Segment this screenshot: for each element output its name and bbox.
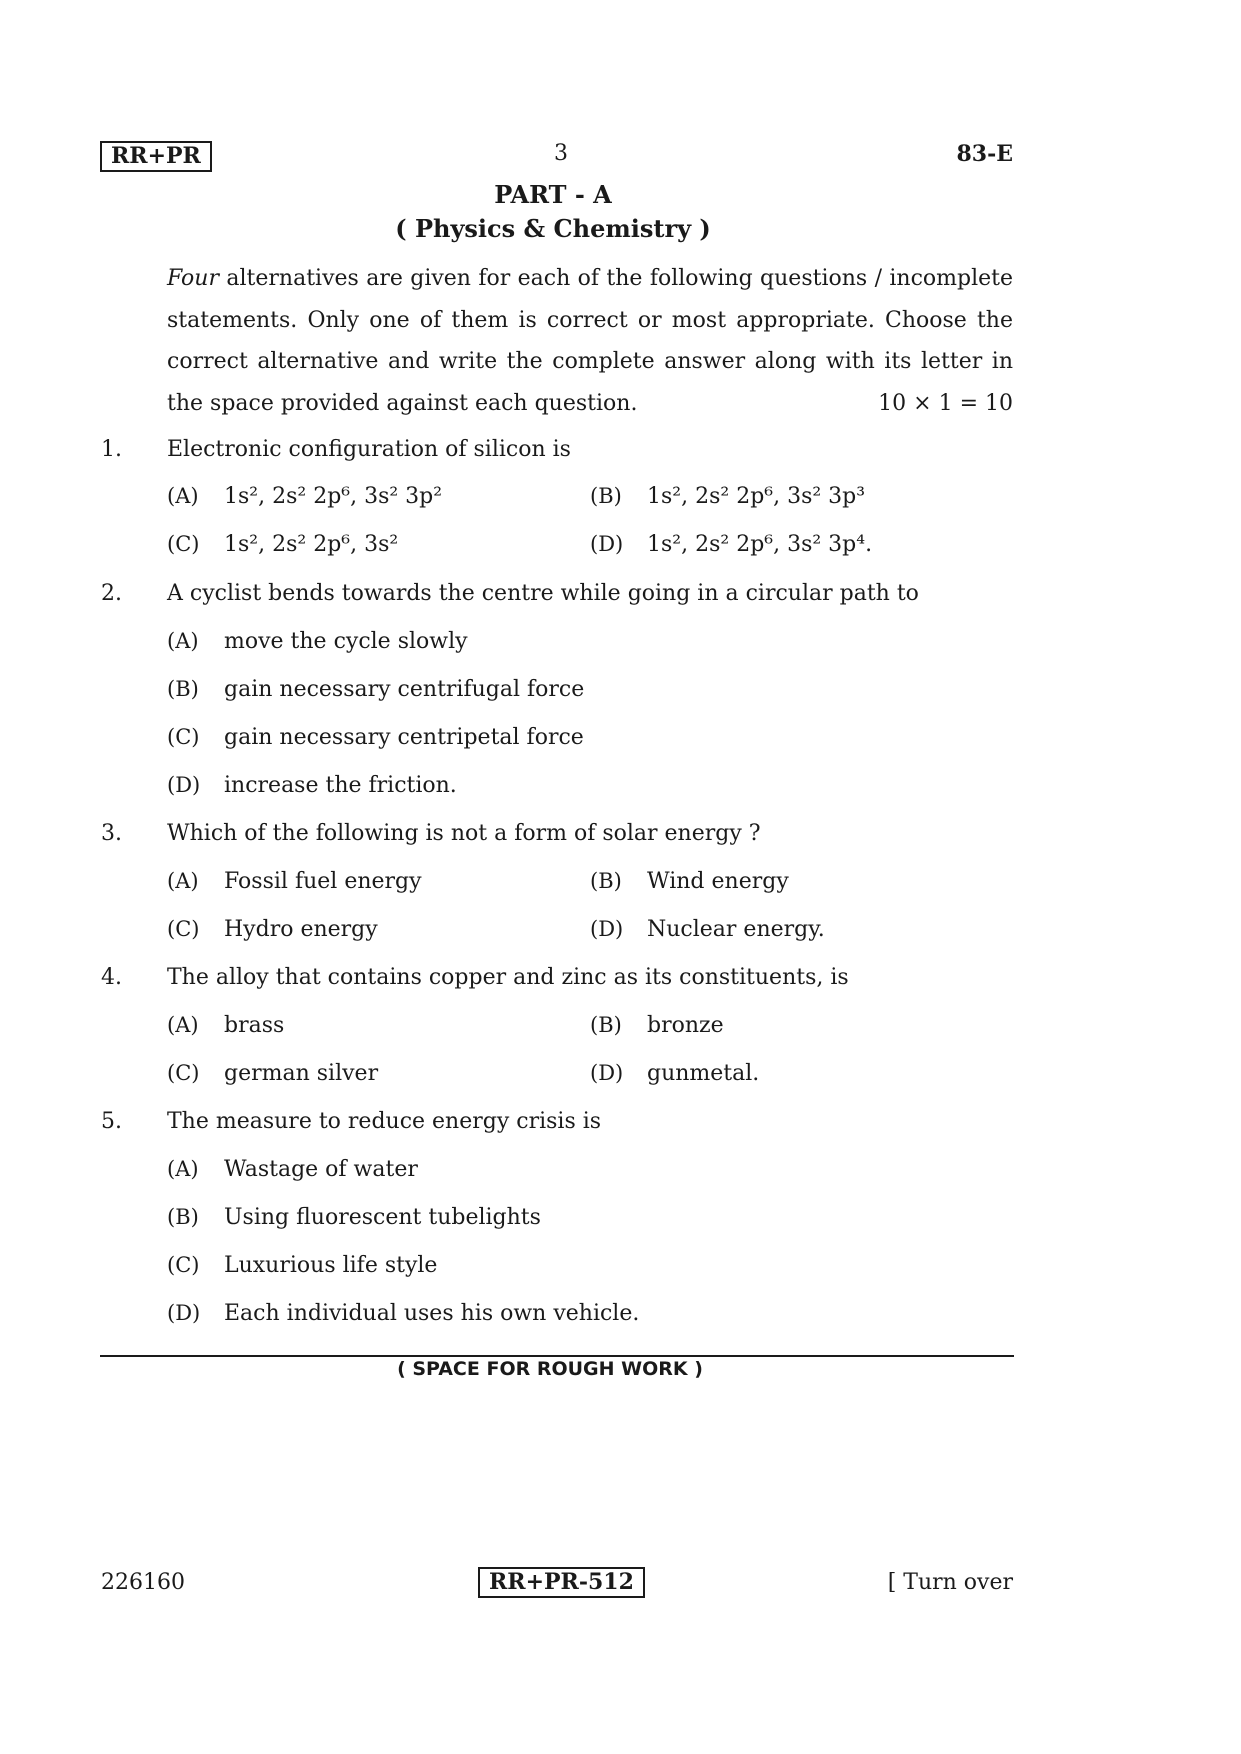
option-row	[167, 869, 422, 894]
option-label: (C)	[167, 917, 200, 941]
option-text: 1s², 2s² 2p⁶, 3s² 3p⁴.	[647, 532, 873, 557]
option-text: gain necessary centripetal force	[224, 725, 584, 750]
option-text: gunmetal.	[647, 1061, 760, 1086]
option-row	[167, 1061, 378, 1086]
option-row	[590, 1013, 724, 1038]
option-text: increase the friction.	[224, 773, 457, 798]
option-row	[167, 725, 584, 750]
question-number: 4.	[101, 965, 122, 990]
option-label: (C)	[167, 1253, 200, 1277]
part-subtitle: ( Physics & Chemistry )	[395, 214, 711, 243]
instructions	[167, 258, 1013, 424]
option-label: (B)	[590, 1013, 622, 1037]
option-text: Nuclear energy.	[647, 917, 825, 942]
option-row	[590, 869, 789, 894]
option-text: Each individual uses his own vehicle.	[224, 1301, 640, 1326]
option-label: (C)	[167, 1061, 200, 1085]
option-label: (B)	[590, 484, 622, 508]
option-row	[167, 773, 457, 798]
marks-allocation: 10 × 1 = 10	[878, 390, 1013, 416]
option-row	[167, 677, 584, 702]
option-row	[167, 1253, 437, 1278]
turn-over-label: [ Turn over	[887, 1570, 1013, 1595]
instructions-text: alternatives are given for each of the following questions / incomplete statements. Only one of them is correct or most appropriate. Choose the correct alternative and write the complete answer along with its letter in the space provided against each question.	[167, 266, 1013, 416]
option-text: brass	[224, 1013, 285, 1038]
question-text: Which of the following is not a form of solar energy ?	[167, 821, 761, 846]
option-text: Wastage of water	[224, 1157, 418, 1182]
option-row	[590, 1061, 759, 1086]
option-text: gain necessary centrifugal force	[224, 677, 585, 702]
question-text: A cyclist bends towards the centre while going in a circular path to	[167, 581, 919, 606]
option-text: german silver	[224, 1061, 379, 1086]
option-text: move the cycle slowly	[224, 629, 468, 654]
question-number: 1.	[101, 437, 122, 462]
option-text: 1s², 2s² 2p⁶, 3s²	[224, 532, 399, 557]
option-label: (A)	[167, 484, 199, 508]
option-text: Luxurious life style	[224, 1253, 438, 1278]
question-number: 3.	[101, 821, 122, 846]
option-row	[167, 917, 378, 942]
option-text: Using fluorescent tubelights	[224, 1205, 541, 1230]
option-label: (D)	[167, 773, 201, 797]
option-label: (B)	[167, 1205, 199, 1229]
option-row	[590, 532, 872, 557]
page-number: 3	[554, 141, 568, 166]
question-text: The alloy that contains copper and zinc as its constituents, is	[167, 965, 849, 990]
option-row	[167, 1013, 284, 1038]
option-text: Hydro energy	[224, 917, 378, 942]
option-row	[167, 484, 442, 509]
option-text: Wind energy	[647, 869, 789, 894]
option-label: (A)	[167, 629, 199, 653]
header-code-box: RR+PR	[100, 141, 212, 172]
option-label: (D)	[590, 1061, 624, 1085]
option-label: (A)	[167, 1013, 199, 1037]
footer-serial-number: 226160	[101, 1570, 185, 1595]
option-label: (B)	[590, 869, 622, 893]
option-label: (A)	[167, 1157, 199, 1181]
footer-code-box: RR+PR-512	[478, 1567, 645, 1598]
option-row	[590, 917, 825, 942]
option-text: bronze	[647, 1013, 724, 1038]
option-label: (C)	[167, 532, 200, 556]
rough-work-divider	[100, 1355, 1014, 1357]
option-label: (D)	[590, 532, 624, 556]
instructions-lead-word: Four	[167, 266, 219, 291]
option-label: (D)	[167, 1301, 201, 1325]
part-title: PART - A	[494, 180, 612, 209]
option-row	[167, 1157, 418, 1182]
paper-code: 83-E	[956, 141, 1013, 167]
option-text: 1s², 2s² 2p⁶, 3s² 3p³	[647, 484, 866, 509]
option-label: (B)	[167, 677, 199, 701]
question-number: 2.	[101, 581, 122, 606]
option-text: Fossil fuel energy	[224, 869, 422, 894]
question-text: Electronic configuration of silicon is	[167, 437, 571, 462]
option-text: 1s², 2s² 2p⁶, 3s² 3p²	[224, 484, 443, 509]
question-text: The measure to reduce energy crisis is	[167, 1109, 602, 1134]
option-label: (A)	[167, 869, 199, 893]
question-number: 5.	[101, 1109, 122, 1134]
option-label: (D)	[590, 917, 624, 941]
option-row	[167, 629, 468, 654]
option-row	[167, 532, 398, 557]
option-row	[590, 484, 865, 509]
option-row	[167, 1205, 541, 1230]
option-row	[167, 1301, 639, 1326]
option-label: (C)	[167, 725, 200, 749]
rough-work-label: ( SPACE FOR ROUGH WORK )	[397, 1358, 703, 1380]
